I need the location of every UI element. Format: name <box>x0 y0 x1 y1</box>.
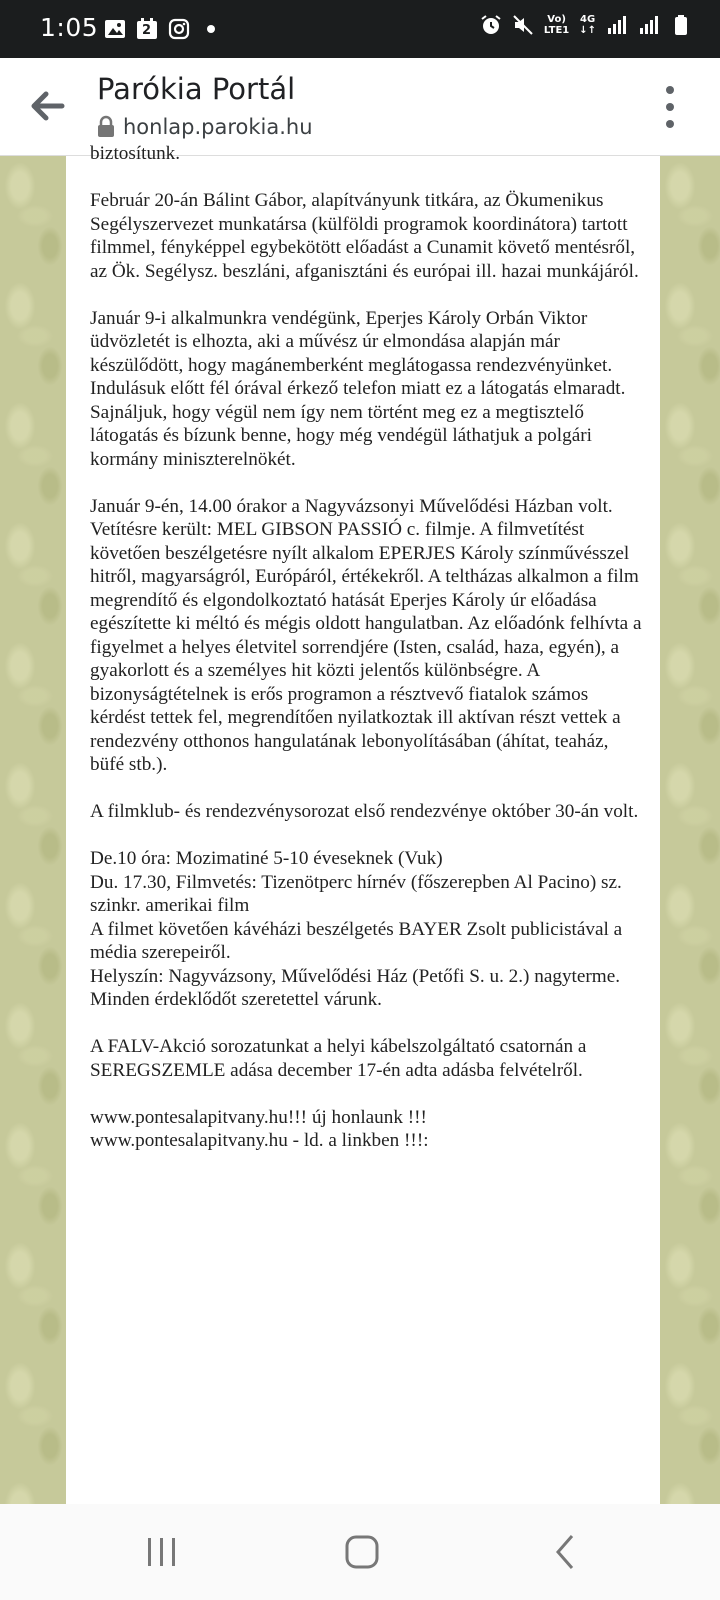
lock-icon[interactable] <box>97 116 115 138</box>
url-text[interactable]: honlap.parokia.hu <box>123 115 313 139</box>
page-title: Parókia Portál <box>97 72 296 106</box>
paragraph: De.10 óra: Mozimatiné 5-10 éveseknek (Vuk) Du. 17.30, Filmvetés: Tizenötperc hírnév (főszerepben Al Pacino) sz. szinkr. amerikai film A filmet követően kávéházi beszélgetés BAYER Zsolt publicistával a média szerepeiről. Helyszín: Nagyvázsony, Művelődési Ház (Petőfi S. u. 2.) nagyterme. Minden érdeklődőt szeretettel várunk. <box>90 848 623 1010</box>
paragraph: Január 9-én, 14.00 órakor a Nagyvázsonyi Művelődési Házban volt. Vetítésre került: MEL GIBSON PASSIÓ c. filmje. A filmvetítést követően beszélgetésre nyílt alkalom EPERJES Károly színművésszel hitről, magyarságról, Európáról, értékekről. A teltházas alkalmon a film megrendítő és elgondolkoztató hatását Eperjes Károly úr előadása egészítette ki méltó és mégis oldott hangulatban. Az előadónk felhívta a figyelmet a helyes életvitel sorrendjére (Isten, család, haza, egyén), a gyakorlott és a személyes hit közti jelentős különbségre. A bizonyságtételnek is erős programon a résztvevő fiatalok számos kérdést tettek fel, megrendítően nyilatkoztak ill aktívan részt vettek a rendezvény otthonos hangulatának lebonyolításában (áhítat, teaház, büfé stb.). <box>90 495 642 775</box>
calendar-icon <box>136 18 158 40</box>
recent-apps-button[interactable] <box>132 1528 192 1576</box>
status-bar <box>0 0 720 58</box>
home-button[interactable] <box>332 1528 392 1576</box>
menu-dot <box>666 103 674 111</box>
signal-icon <box>606 14 628 36</box>
image-icon <box>104 18 126 40</box>
signal-icon <box>638 14 660 36</box>
dot-icon <box>200 18 222 40</box>
mute-icon <box>512 14 534 36</box>
notification-icons <box>104 18 222 40</box>
menu-dot <box>666 86 674 94</box>
back-arrow-icon <box>24 82 72 130</box>
paragraph: Február 20-án Bálint Gábor, alapítványunk titkára, az Ökumenikus Segélyszervezet munkatársa (külföldi programok koordinátora) tartott filmmel, fényképpel egybekötött előadást a Cunamit követő mentésről, az Ök. Segélysz. beszláni, afganisztáni és európai ill. hazai munkájáról. <box>90 190 639 282</box>
url-row[interactable] <box>97 115 313 139</box>
alarm-icon <box>480 14 502 36</box>
paragraph: A filmklub- és rendezvénysorozat első rendezvénye október 30-án volt. <box>90 801 639 822</box>
back-icon <box>536 1528 596 1576</box>
network-type: 4G ↓↑ <box>579 14 596 36</box>
network-label: Vo) LTE1 <box>543 14 570 36</box>
home-icon <box>332 1528 392 1576</box>
paragraph: A FALV-Akció sorozatunkat a helyi kábelszolgáltató csatornán a SEREGSZEMLE adása december 17-én adta adásba felvételről. <box>90 1036 587 1081</box>
article-text <box>90 142 646 1176</box>
paragraph: www.pontesalapitvany.hu!!! új honlaunk !!! www.pontesalapitvany.hu - ld. a linkben !!!: <box>90 1106 429 1151</box>
status-time: 1:05 <box>40 13 99 42</box>
battery-icon <box>670 14 692 36</box>
instagram-icon <box>168 18 190 40</box>
more-vert-icon[interactable] <box>662 86 678 128</box>
recent-apps-icon <box>132 1528 192 1576</box>
system-icons <box>480 14 692 36</box>
menu-dot <box>666 120 674 128</box>
back-button[interactable] <box>24 82 72 130</box>
paragraph: Január 9-i alkalmunkra vendégünk, Eperjes Károly Orbán Viktor üdvözletét is elhozta, aki a művész úr elmondása alapján már készülődött, hogy magánemberként meglátogassa rendezvényünket. Indulásuk előtt fél órával érkező telefon miatt ez a látogatás elmaradt. Sajnáljuk, hogy végül nem így nem történt meg ez a megtisztelő látogatás és bízunk benne, hogy még vendégül láthatjuk a polgári kormány miniszterelnökét. <box>90 307 626 470</box>
nav-back-button[interactable] <box>536 1528 596 1576</box>
content-column <box>66 143 660 1504</box>
navigation-bar <box>0 1504 720 1600</box>
paragraph: biztosítunk. <box>90 143 181 164</box>
calendar-number: 2 <box>142 23 152 38</box>
web-page[interactable] <box>0 143 720 1504</box>
